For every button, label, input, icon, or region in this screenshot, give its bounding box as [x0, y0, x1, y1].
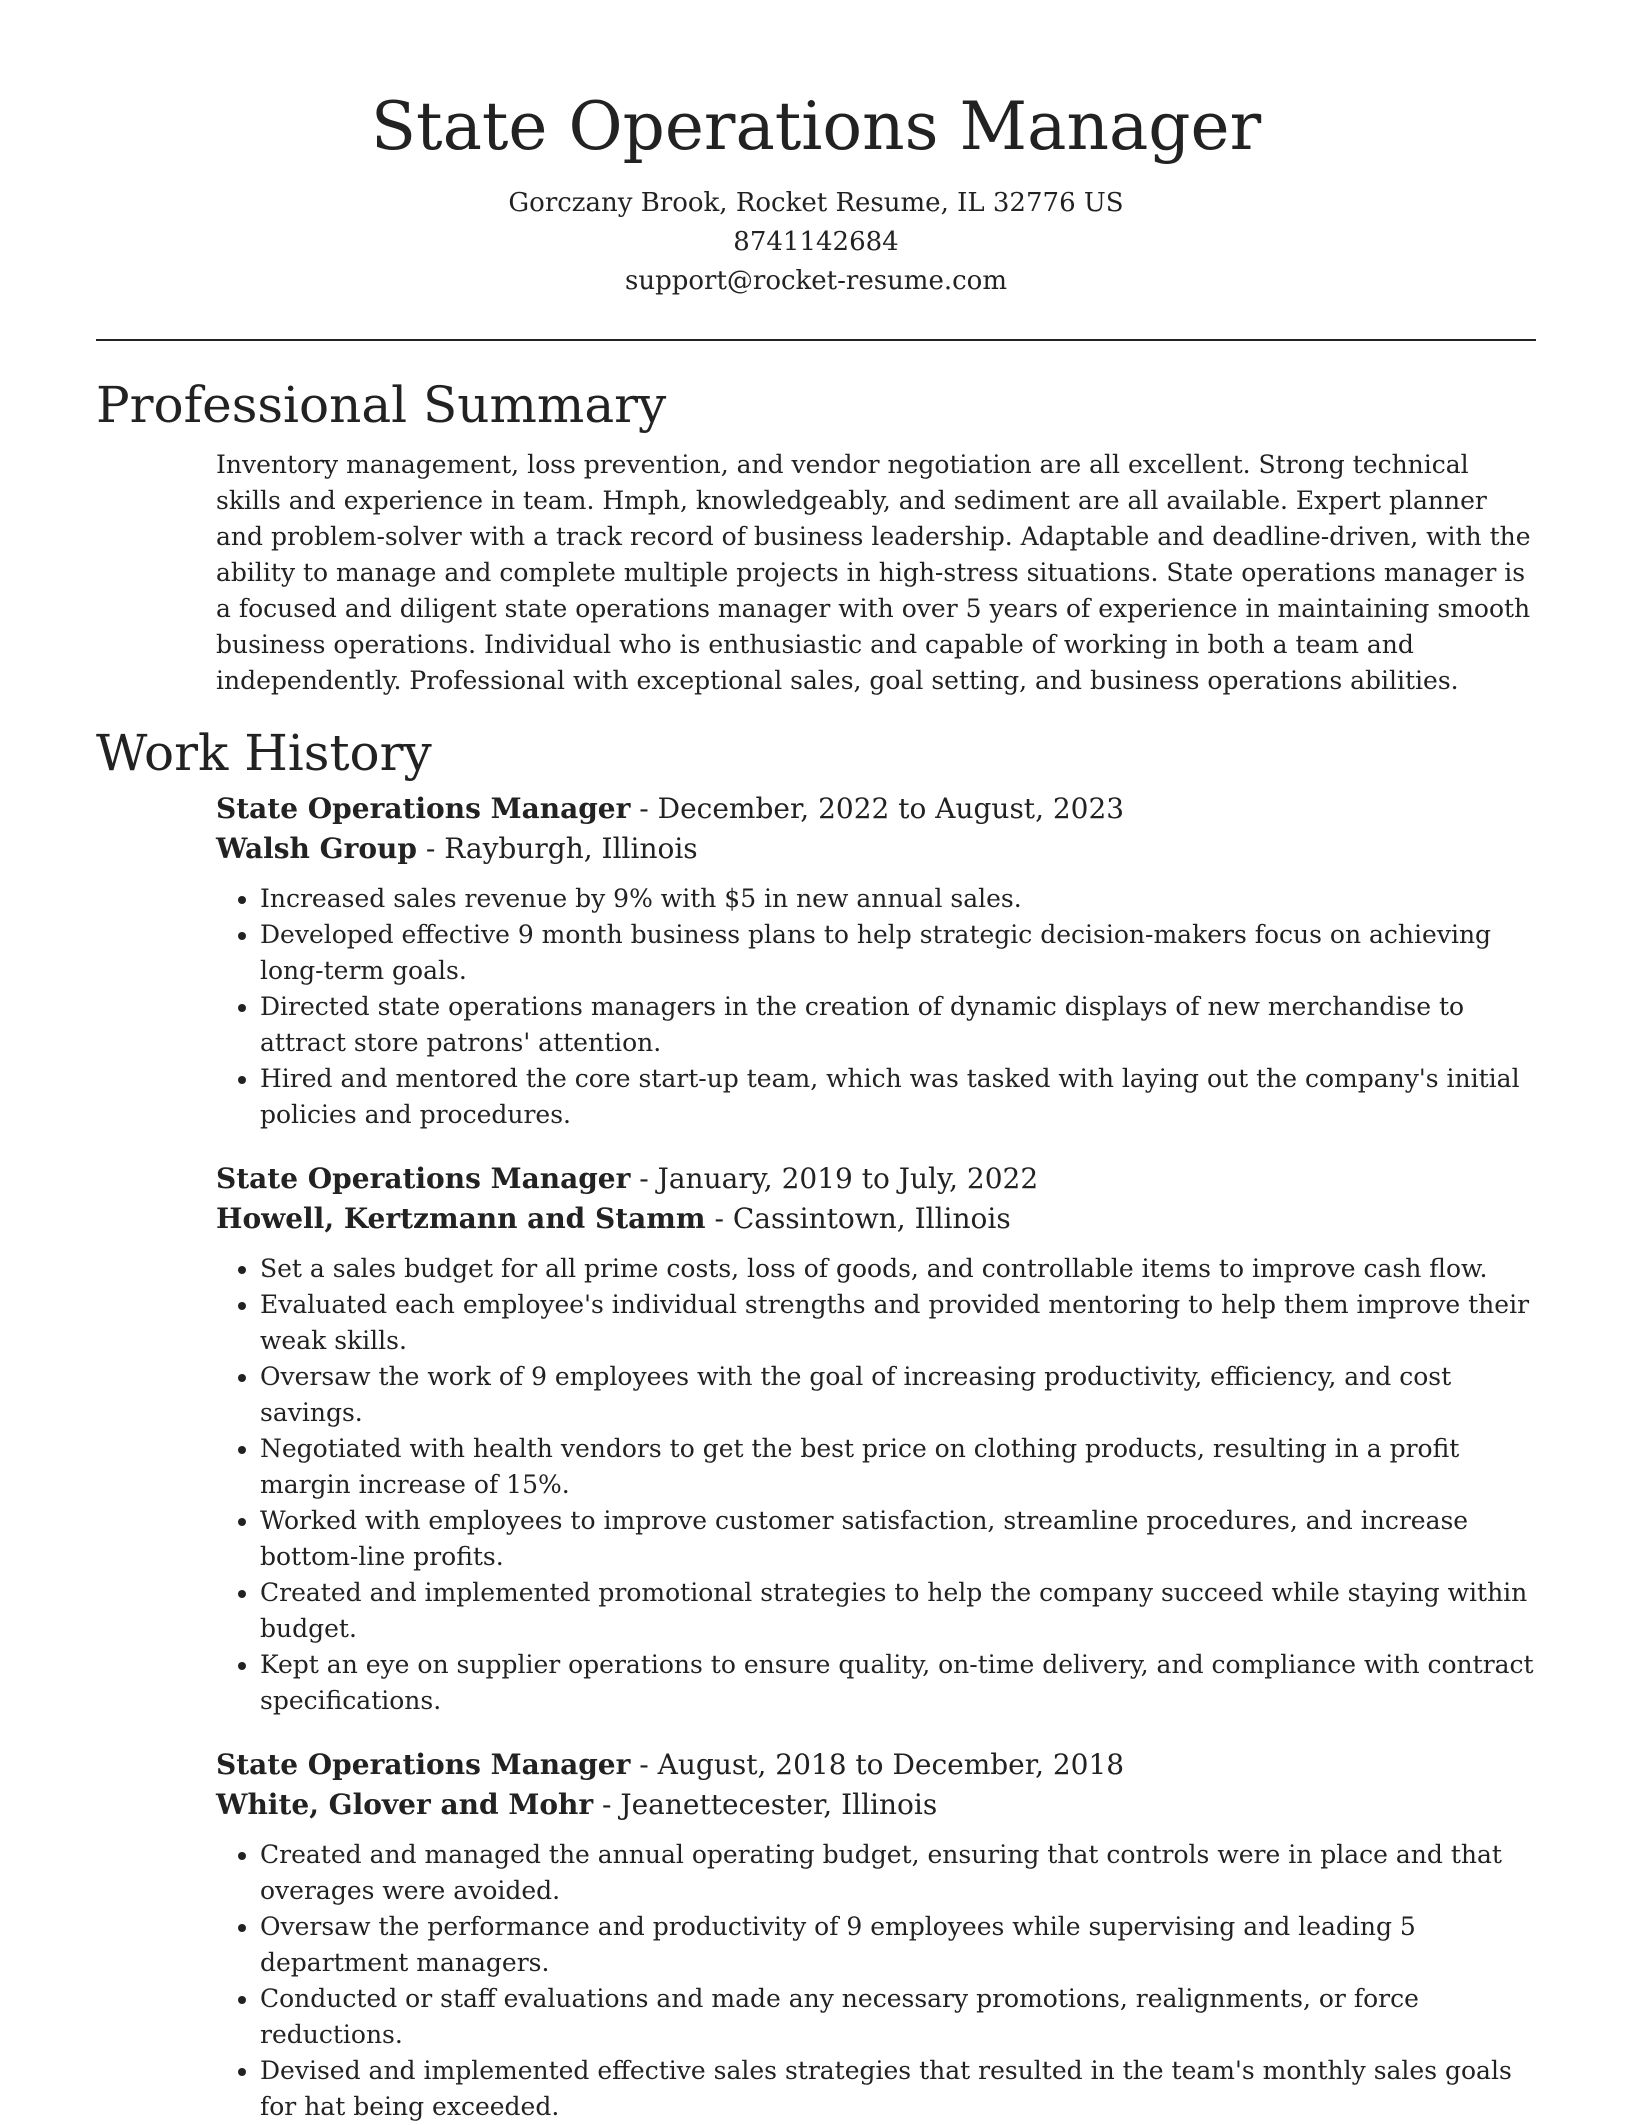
contact-address: Gorczany Brook, Rocket Resume, IL 32776 US [508, 188, 1124, 218]
job-location: - Jeanettecester, Illinois [593, 1788, 938, 1821]
candidate-name: State Operations Manager [370, 88, 1262, 165]
job-entry [216, 1159, 1536, 1719]
job-dates: - January, 2019 to July, 2022 [630, 1162, 1039, 1195]
job-entry [216, 789, 1536, 1133]
job-company-line [216, 1199, 1536, 1239]
job-location: - Rayburgh, Illinois [416, 832, 698, 865]
job-bullet: • Evaluated each employee's individual strengths and provided mentoring to help them improve their weak skills. [260, 1287, 1536, 1359]
job-role: State Operations Manager [216, 1748, 631, 1781]
summary-text: Inventory management, loss prevention, and vendor negotiation are all excellent. Strong technical skills and experience in team. Hmph, knowledgeably, and sediment are all available. Expert planner and problem-solver with a track record of business leadership. Adaptable and deadline-driven, with the ability to manage and complete multiple projects in high-stress situations. State operations manager is a focused and diligent state operations manager with over 5 years of experience in maintaining smooth business operations. Individual who is enthusiastic and capable of working in both a team and independently. Professional with exceptional sales, goal setting, and business operations abilities. [216, 450, 1531, 695]
job-company: Walsh Group [216, 832, 417, 865]
summary-section [96, 447, 1536, 699]
contact-phone: 8741142684 [733, 227, 899, 257]
job-dates: - December, 2022 to August, 2023 [630, 792, 1125, 825]
job-bullet: • Negotiated with health vendors to get the best price on clothing products, resulting in a profit margin increase of 15%. [260, 1431, 1536, 1503]
work-history-heading: Work History [96, 724, 432, 782]
summary-heading: Professional Summary [96, 376, 667, 434]
job-bullet: • Conducted or staff evaluations and made any necessary promotions, realignments, or force reductions. [260, 1981, 1536, 2053]
job-entry [216, 1745, 1536, 2125]
resume-header [96, 0, 1536, 301]
job-title-line [216, 1745, 1536, 1785]
job-bullet: • Set a sales budget for all prime costs, loss of goods, and controllable items to improve cash flow. [260, 1251, 1536, 1287]
header-divider [96, 339, 1536, 341]
contact-email: support@rocket-resume.com [624, 266, 1007, 296]
job-bullets [216, 881, 1536, 1133]
work-history-section [96, 789, 1536, 2125]
job-bullet: • Devised and implemented effective sales strategies that resulted in the team's monthly sales goals for hat being exceeded. [260, 2053, 1536, 2125]
job-location: - Cassintown, Illinois [705, 1202, 1011, 1235]
job-bullet: • Kept an eye on supplier operations to ensure quality, on-time delivery, and compliance with contract specifications. [260, 1647, 1536, 1719]
job-bullet: • Increased sales revenue by 9% with $5 in new annual sales. [260, 881, 1536, 917]
job-bullet: • Oversaw the performance and productivity of 9 employees while supervising and leading 5 department managers. [260, 1909, 1536, 1981]
job-company: White, Glover and Mohr [216, 1788, 594, 1821]
job-title-line [216, 1159, 1536, 1199]
job-bullets [216, 1251, 1536, 1719]
job-bullets [216, 1837, 1536, 2125]
job-role: State Operations Manager [216, 1162, 631, 1195]
job-bullet: • Worked with employees to improve customer satisfaction, streamline procedures, and increase bottom-line profits. [260, 1503, 1536, 1575]
job-company: Howell, Kertzmann and Stamm [216, 1202, 706, 1235]
job-bullet: • Created and managed the annual operating budget, ensuring that controls were in place and that overages were avoided. [260, 1837, 1536, 1909]
job-title-line [216, 789, 1536, 829]
job-role: State Operations Manager [216, 792, 631, 825]
job-company-line [216, 829, 1536, 869]
job-bullet: • Directed state operations managers in the creation of dynamic displays of new merchandise to attract store patrons' attention. [260, 989, 1536, 1061]
job-dates: - August, 2018 to December, 2018 [630, 1748, 1125, 1781]
job-bullet: • Oversaw the work of 9 employees with the goal of increasing productivity, efficiency, and cost savings. [260, 1359, 1536, 1431]
job-bullet: • Developed effective 9 month business plans to help strategic decision-makers focus on achieving long-term goals. [260, 917, 1536, 989]
job-bullet: • Hired and mentored the core start-up team, which was tasked with laying out the company's initial policies and procedures. [260, 1061, 1536, 1133]
job-bullet: • Created and implemented promotional strategies to help the company succeed while staying within budget. [260, 1575, 1536, 1647]
job-company-line [216, 1785, 1536, 1825]
